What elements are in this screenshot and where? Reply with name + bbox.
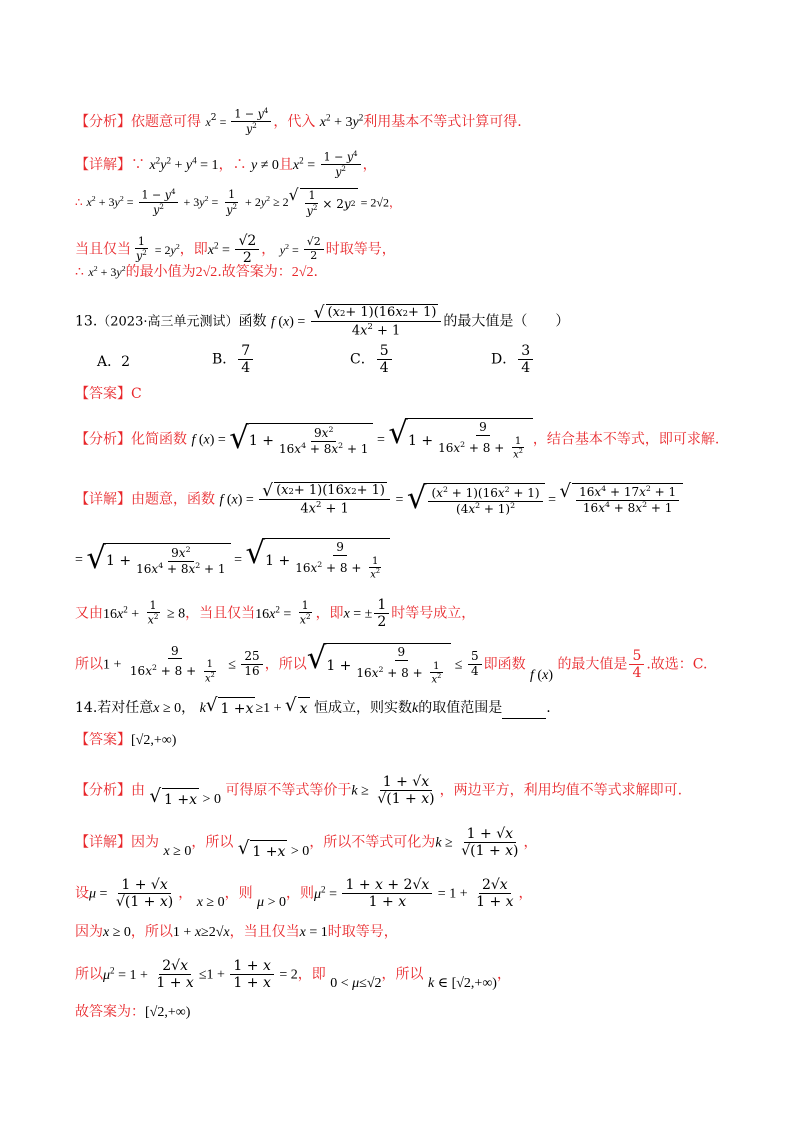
option-b[interactable] (212, 343, 255, 376)
so-text: ，所以 (264, 656, 307, 673)
q14-answer (75, 730, 176, 751)
stem-text: 恒成立，则实数 (313, 700, 412, 716)
ie-text: ，即 (179, 241, 208, 258)
q14-detail-1: 【详解】因为 x ≥ 0，所以 √ 1 + x > 0，所以不等式可化为k ≥ $\frac{1 + √x}{√(1 + x)}$ ， (75, 826, 538, 860)
q13-stem: 13.（2023·高三单元测试）函数 f (x) = √ ( x 2 + 1)(16 x 2 + 1) $4x^2 + 1$ 的最大值是（ ） (75, 302, 570, 339)
detail-label: 【详解】 (75, 834, 131, 851)
p12-detail-2: ∴ $x^2 + 3y^2$ = $\frac{1 - y^4}{y^2}$ + $3y^2$ = $\frac{1}{y^2}$ + $2y^2 \ge 2$ √ $\frac{1}{y^2}$ × 2 y 2 = 2√2， (75, 186, 401, 218)
p12-detail-4: ∴ $x^2 + 3y^2$的最小值为2√2.故答案为：2√2. (75, 264, 318, 280)
q13-detail-4: 所以1 + 9 $16x^2 + 8$ + $\frac{1}{x^2}$ ≤ $\frac{25}{16}$ ，所以 √ 1 + 9 $16x^2 + 8$ + $\frac{1}{x^2}$ ≤ $\frac{5}{4}$ 即函数 f (x) 的最大值是 $\frac{5}{4}$ .故选：C. (75, 640, 708, 686)
option-label: B． (212, 351, 237, 368)
option-den: 4 (241, 360, 251, 377)
analysis-text: ，两边平方，利用均值不等式求解即可. (439, 782, 683, 799)
ie-text: ，即 (315, 605, 344, 622)
p12-analysis: 【分析】依题意可得 $x^2$ = $\frac{1 - y^4}{y^2}$ ，代入 $x^2 + 3y^2$利用基本不等式计算可得. (75, 106, 522, 136)
when-eq-text: 时取等号， (325, 241, 396, 258)
q14-detail-2: 设μ = $\frac{1 + √x}{√(1 + x)}$ ， x ≥ 0，则 μ > 0，则$\mu^2$ = $\frac{1 + x + 2√x}{1 + x}$ = 1 + $\frac{2√x}{1 + x}$ ， (75, 877, 533, 911)
let-text: 设 (75, 885, 89, 902)
formula-fraction: $\frac{1 - y^4}{y^2}$ (231, 107, 271, 137)
q13-detail-1: 【详解】由题意，函数 f (x) = √ ( x 2 + 1)(16 x 2 + 1) $4x^2 + 1$ = √ $\frac{(x^2 + 1)(16x^2 + 1)}{(4x^2 + 1)^2}$ = √ $\frac{16x^4 + 17x^2 + 1}{16x^4 + 8x^2 + 1}$ (75, 482, 683, 517)
final-text: 故答案为： (75, 1004, 145, 1020)
q14-detail-4: 所以$\mu^2 = 1$ + $\frac{2√x}{1 + x}$ ≤1 + $\frac{1 + x}{1 + x}$ = 2，即 0 < μ≤√2，所以 k ∈ [√2,+∞)， (75, 958, 511, 992)
q13-detail-2: = √ 1 + $\frac{9x^2}{16x^4 + 8x^2 + 1}$ = √ 1 + 9 $16x^2 + 8$ + $\frac{1}{x^2}$ (75, 538, 390, 581)
stem-text: 函数 (238, 313, 267, 330)
so-text: ，所以不等式可化为 (309, 834, 436, 851)
because-symbol: ∵ (131, 156, 145, 173)
option-value: 2 (121, 354, 131, 370)
q13-detail-3: 又由$16x^2$ + $\frac{1}{x^2}$ ≥ 8，当且仅当$16x^2$ = $\frac{1}{x^2}$ ，即x = ± $\frac{1}{2}$ 时等号成立， (75, 597, 476, 631)
min-text: .故答案为： (217, 264, 292, 280)
option-den: 4 (379, 360, 389, 377)
option-label: D． (491, 351, 517, 368)
stem-text: 若对任意 (97, 700, 154, 716)
analysis-label: 【分析】 (75, 431, 131, 448)
max-text: 的最大值是 (557, 656, 628, 673)
therefore-symbol: ∴ (232, 156, 247, 173)
holds-text: 时等号成立， (391, 605, 476, 622)
analysis-text: ，代入 (273, 113, 316, 130)
q13-answer (75, 384, 142, 404)
so-text: 所以 (75, 656, 103, 673)
option-den: 4 (521, 360, 531, 377)
answer-label: 【答案】 (75, 386, 131, 402)
min-text: 的最小值为 (125, 264, 196, 280)
analysis-label: 【分析】 (75, 782, 131, 799)
because-text: 因为 (131, 834, 159, 851)
analysis-text: 化简函数 (131, 431, 187, 448)
option-num: 3 (518, 343, 533, 360)
option-num: 7 (238, 343, 253, 360)
question-number: 14. (75, 700, 98, 716)
ie-text: ，即 (297, 966, 326, 983)
detail-label: 【详解】 (75, 491, 131, 508)
analysis-text: ，结合基本不等式，即可求解. (532, 431, 720, 448)
detail-label: 【详解】 (75, 156, 131, 173)
question-number: 13. (75, 313, 98, 330)
when-text: ，当且仅当 (229, 924, 300, 940)
analysis-text: 可得原不等式等价于 (225, 782, 352, 799)
q14-stem: 14.若对任意x ≥ 0， k √ 1 + x ≥1 + √ x 恒成立，则实数k的取值范围是 . (75, 695, 551, 717)
detail-text: 由题意，函数 (131, 491, 215, 508)
question-source: （2023·高三单元测试） (97, 314, 239, 330)
analysis-text: 依题意可得 (131, 113, 201, 130)
option-d[interactable] (491, 343, 535, 376)
so-text: ，所以 (191, 834, 234, 851)
p12-detail-3: 当且仅当 $\frac{1}{y^2}$ = $2y^2$，即$x^2$ = $\frac{√2}{2}$ ， $y^2$ = $\frac{√2}{2}$ 时取等号， (75, 233, 396, 267)
option-a[interactable] (97, 352, 130, 372)
analysis-text: 利用基本不等式计算可得. (363, 113, 522, 130)
also-text: 又由 (75, 605, 103, 622)
because-text: 因为 (75, 924, 103, 940)
so-text: ，所以 (381, 966, 424, 983)
then-text: ，则 (285, 885, 314, 902)
q13-analysis: 【分析】化简函数 f (x) = √ 1 + $\frac{9x^2}{16x^4 + 8x^2 + 1}$ = √ 1 + 9 $16x^2 + 8$ + $\frac{1}{x^2}$ ，结合基本不等式，即可求解. (75, 415, 720, 461)
p12-detail-1: 【详解】∵ $x^2y^2 + y^4 = 1$，∴ y ≠ 0且$x^2$ = $\frac{1 - y^4}{y^2}$ ， (75, 149, 377, 179)
when-eq-text: 时取等号， (327, 924, 398, 940)
answer-label: 【答案】 (75, 732, 131, 748)
choose-text: .故选：C. (646, 656, 708, 673)
when-text: 当且仅当 (75, 241, 131, 258)
answer-value: [√2,+∞) (131, 733, 177, 748)
stem-text: 的最大值是（ ） (443, 313, 570, 330)
option-label: A． (97, 354, 122, 370)
q14-final (75, 1002, 190, 1023)
option-label: C． (350, 351, 375, 368)
final-value: [√2,+∞) (145, 1005, 191, 1020)
q14-detail-3: 因为x ≥ 0，所以1 + x≥2√x，当且仅当x = 1时取等号， (75, 924, 398, 940)
and-text: 且 (278, 156, 293, 173)
so-text: ，所以 (130, 924, 173, 940)
so-text: 所以 (75, 966, 103, 983)
answer-value: 2√2 (291, 265, 314, 280)
stem-text: 的取值范围是 (418, 700, 503, 716)
analysis-text: 由 (131, 782, 145, 799)
analysis-label: 【分析】 (75, 113, 131, 130)
when-text: ，当且仅当 (185, 605, 256, 622)
answer-value: C (131, 386, 142, 402)
ie-func-text: 即函数 (483, 656, 526, 673)
q14-analysis: 【分析】由 √ 1 + x > 0 可得原不等式等价于k ≥ $\frac{1 + √x}{√(1 + x)}$ ，两边平方，利用均值不等式求解即可. (75, 774, 683, 808)
then-text: ，则 (224, 885, 253, 902)
option-num: 5 (377, 343, 392, 360)
option-c[interactable] (350, 343, 394, 376)
answer-blank[interactable] (502, 704, 546, 719)
